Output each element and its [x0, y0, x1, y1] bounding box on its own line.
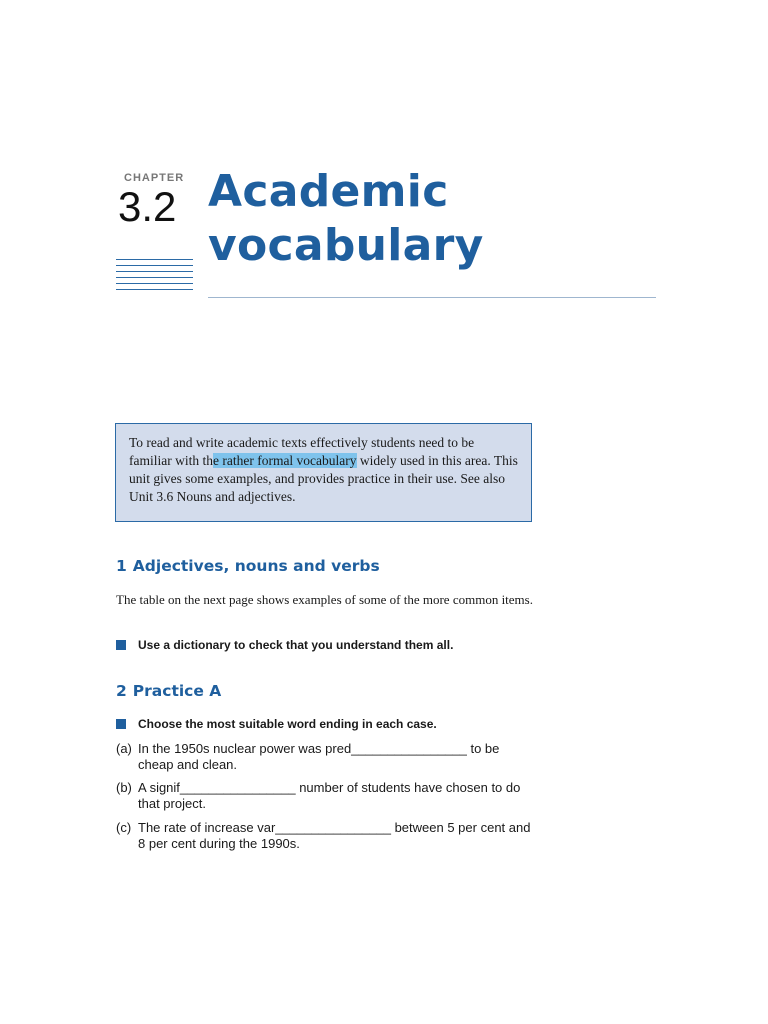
- exercise-label: (b): [116, 780, 132, 795]
- exercise-text: A signif________________ number of students have chosen to do that project.: [138, 780, 521, 811]
- section-2-instruction: [116, 717, 437, 731]
- section-2-title: Practice A: [132, 682, 222, 700]
- intro-text-end: widely used in this area. This unit gives some examples, and provides practice in their use. See also Unit 3.6 Nouns and adjectives.: [129, 453, 518, 504]
- intro-text-start: To read and write academic texts effectively students need to be familiar with th: [129, 435, 475, 468]
- intro-highlighted-text[interactable]: e rather formal vocabulary: [212, 453, 357, 468]
- section-1-title: Adjectives, nouns and verbs: [132, 557, 380, 575]
- exercise-text: The rate of increase var________________ between 5 per cent and 8 per cent during the 1990s.: [138, 820, 531, 851]
- intro-box: [115, 423, 532, 522]
- chapter-decorative-lines: [116, 259, 193, 295]
- exercise-label: (c): [116, 820, 132, 835]
- square-bullet-icon: [116, 640, 126, 650]
- square-bullet-icon: [116, 719, 126, 729]
- exercise-label: (a): [116, 741, 132, 756]
- exercise-item-b: [116, 780, 536, 812]
- section-1-instruction: [116, 638, 453, 652]
- title-line-2: vocabulary: [208, 220, 484, 271]
- exercise-item-c: [116, 820, 536, 852]
- page-title: [208, 165, 484, 273]
- section-2-heading: [116, 682, 221, 700]
- instruction-text: Use a dictionary to check that you understand them all.: [138, 638, 454, 652]
- chapter-number: 3.2: [118, 183, 177, 230]
- section-2-number: 2: [116, 682, 127, 700]
- chapter-label: CHAPTER: [124, 172, 185, 184]
- instruction-text: Choose the most suitable word ending in each case.: [138, 717, 437, 731]
- exercise-text: In the 1950s nuclear power was pred________________ to be cheap and clean.: [138, 741, 500, 772]
- section-1-heading: [116, 557, 380, 575]
- title-rule: [208, 297, 656, 298]
- exercise-item-a: [116, 741, 536, 773]
- section-1-number: 1: [116, 557, 127, 575]
- title-line-1: Academic: [208, 166, 449, 217]
- section-1-body: The table on the next page shows examples of some of the more common items.: [116, 592, 533, 607]
